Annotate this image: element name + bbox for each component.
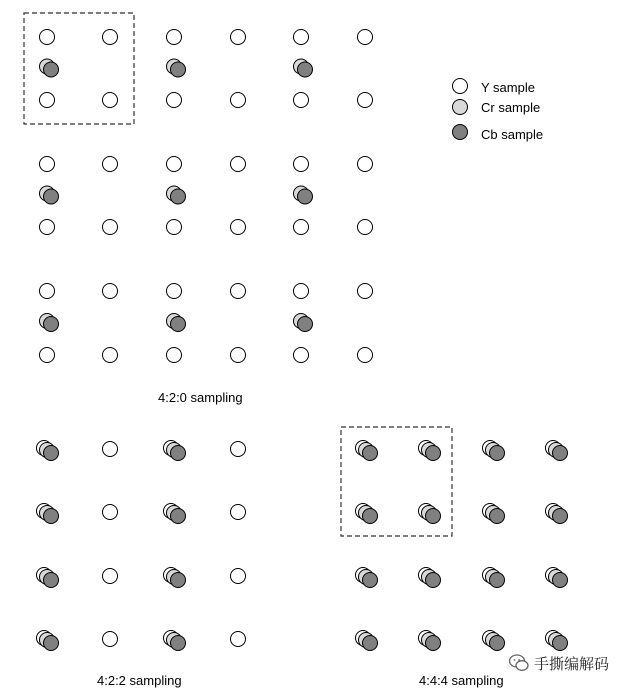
y-sample [294, 93, 309, 108]
wechat-icon [508, 652, 530, 674]
y-sample [231, 442, 246, 457]
cb-sample [298, 62, 313, 77]
cb-sample [171, 636, 186, 651]
y-sample [358, 157, 373, 172]
y-sample [167, 348, 182, 363]
y-sample [103, 569, 118, 584]
y-sample [358, 284, 373, 299]
y-sample [167, 93, 182, 108]
cb-sample [490, 636, 505, 651]
cb-sample [553, 636, 568, 651]
legend-y-swatch [453, 79, 468, 94]
caption-422: 4:2:2 sampling [97, 673, 182, 688]
sampling-444-grid [356, 441, 568, 651]
y-sample [294, 284, 309, 299]
cb-sample [426, 509, 441, 524]
y-sample [358, 348, 373, 363]
y-sample [40, 157, 55, 172]
legend-cb-label: Cb sample [481, 127, 544, 142]
y-sample [231, 348, 246, 363]
cb-sample [171, 446, 186, 461]
y-sample [358, 30, 373, 45]
y-sample [103, 442, 118, 457]
watermark-text: 手撕编解码 [534, 654, 610, 673]
cb-sample [44, 446, 59, 461]
cb-sample [553, 446, 568, 461]
y-sample [231, 505, 246, 520]
cb-sample [553, 509, 568, 524]
cb-sample [44, 636, 59, 651]
y-sample [294, 30, 309, 45]
y-sample [103, 93, 118, 108]
cb-sample [44, 509, 59, 524]
y-sample [294, 348, 309, 363]
cb-sample [298, 317, 313, 332]
y-sample [103, 284, 118, 299]
cb-sample [171, 62, 186, 77]
legend-cr-label: Cr sample [481, 100, 541, 115]
y-sample [103, 30, 118, 45]
y-sample [103, 348, 118, 363]
cb-sample [171, 573, 186, 588]
watermark [508, 652, 609, 674]
y-sample [294, 157, 309, 172]
cb-sample [171, 189, 186, 204]
cb-sample [298, 189, 313, 204]
y-sample [231, 284, 246, 299]
caption-420: 4:2:0 sampling [158, 390, 243, 405]
cb-sample [363, 446, 378, 461]
y-sample [231, 93, 246, 108]
cb-sample [44, 189, 59, 204]
y-sample [40, 30, 55, 45]
legend-cb-swatch [453, 125, 468, 140]
y-sample [231, 157, 246, 172]
y-sample [231, 220, 246, 235]
y-sample [358, 93, 373, 108]
cb-sample [490, 446, 505, 461]
cb-sample [44, 317, 59, 332]
cb-sample [44, 62, 59, 77]
y-sample [167, 220, 182, 235]
legend-cr-swatch [453, 100, 468, 115]
cb-sample [363, 636, 378, 651]
cb-sample [171, 509, 186, 524]
y-sample [358, 220, 373, 235]
cb-sample [553, 573, 568, 588]
y-sample [231, 569, 246, 584]
cb-sample [426, 573, 441, 588]
cb-sample [426, 636, 441, 651]
y-sample [103, 220, 118, 235]
y-sample [103, 157, 118, 172]
y-sample [167, 284, 182, 299]
cb-sample [426, 446, 441, 461]
sampling-422-grid [37, 441, 246, 651]
cb-sample [490, 573, 505, 588]
sampling-420-grid [40, 30, 373, 363]
y-sample [231, 30, 246, 45]
y-sample [40, 348, 55, 363]
y-sample [103, 505, 118, 520]
cb-sample [363, 573, 378, 588]
cb-sample [490, 509, 505, 524]
legend-y-label: Y sample [481, 80, 535, 95]
y-sample [167, 30, 182, 45]
cb-sample [171, 317, 186, 332]
legend [453, 79, 544, 143]
y-sample [40, 220, 55, 235]
y-sample [103, 632, 118, 647]
cb-sample [363, 509, 378, 524]
cb-sample [44, 573, 59, 588]
y-sample [231, 632, 246, 647]
y-sample [40, 284, 55, 299]
caption-444: 4:4:4 sampling [419, 673, 504, 688]
y-sample [294, 220, 309, 235]
y-sample [167, 157, 182, 172]
y-sample [40, 93, 55, 108]
